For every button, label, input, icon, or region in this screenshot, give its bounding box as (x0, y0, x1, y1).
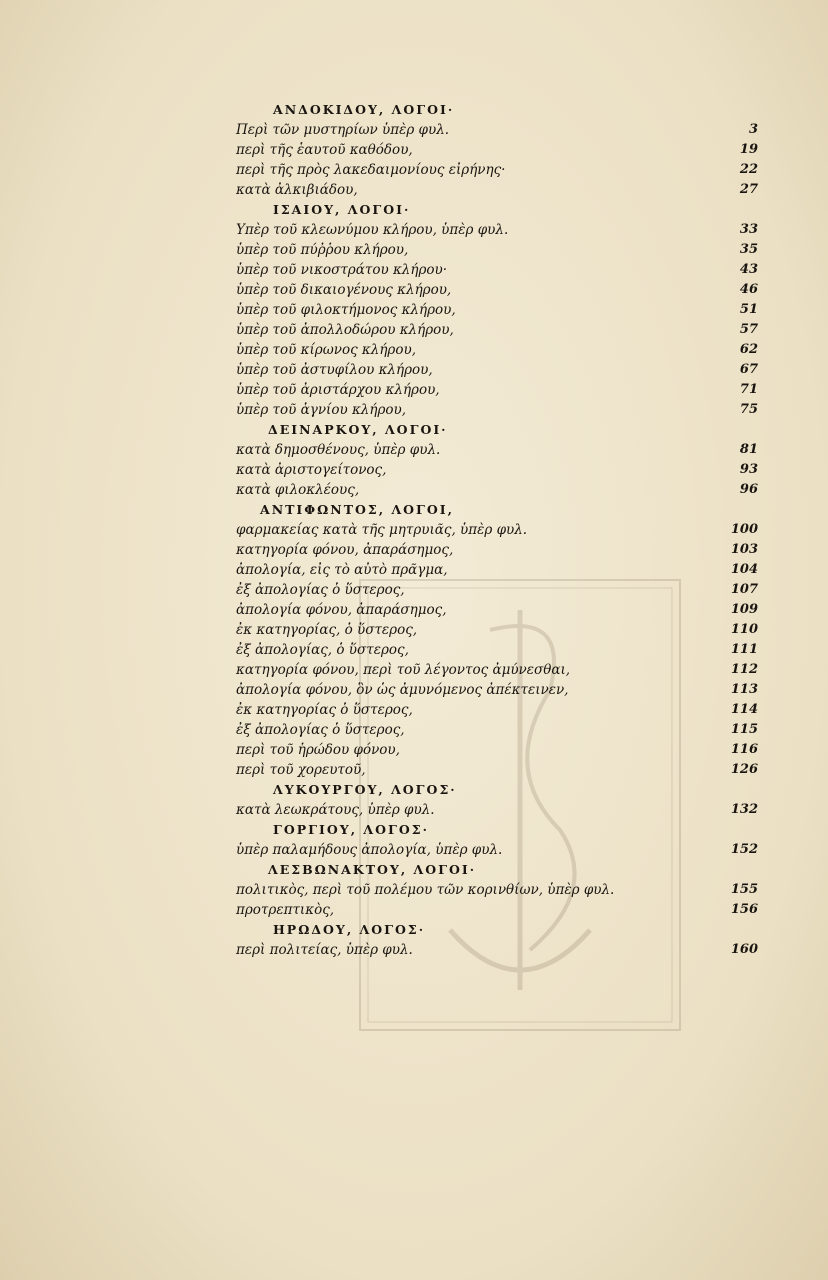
toc-entry-title: ὑπὲρ παλαμήδους ἀπολογία, ὑπὲρ φυλ. (236, 842, 503, 858)
toc-entry-page-number: 3 (748, 122, 758, 137)
toc-entry-title: Υπὲρ τοῦ κλεωνύμου κλήρου, ὑπὲρ φυλ. (236, 222, 509, 238)
toc-entry-title: περὶ πολιτείας, ὑπὲρ φυλ. (236, 942, 413, 958)
toc-entry (228, 560, 758, 580)
toc-entry-page-number: 152 (730, 842, 758, 857)
toc-entry-page-number: 33 (739, 222, 758, 237)
section-heading (228, 920, 758, 940)
section-heading-text: ΑΝΔΟΚΙΔΟΥ, ΛΟΓΟΙ· (273, 102, 455, 117)
section-heading-text: ΗΡΩΔΟΥ, ΛΟΓΟΣ· (273, 922, 426, 937)
toc-entry (228, 660, 758, 680)
toc-entry (228, 700, 758, 720)
toc-entry-title: ἀπολογία φόνου, ἀπαράσημος, (236, 602, 447, 618)
toc-entry-page-number: 51 (739, 302, 758, 317)
toc-entry-page-number: 156 (730, 902, 758, 917)
toc-entry-page-number: 109 (730, 602, 758, 617)
toc-entry-page-number: 160 (730, 942, 758, 957)
toc-entry-title: ὑπὲρ τοῦ ἀριστάρχου κλήρου, (236, 382, 440, 398)
toc-entry-title: ἀπολογία, εἰς τὸ αὐτὸ πρᾶγμα, (236, 562, 448, 578)
toc-entry (228, 740, 758, 760)
toc-entry-page-number: 57 (739, 322, 758, 337)
toc-entry-title: κατὰ φιλοκλέους, (236, 482, 360, 498)
toc-entry-title: ὑπὲρ τοῦ πύῤῥου κλήρου, (236, 242, 409, 258)
table-of-contents (228, 100, 758, 960)
toc-entry-title: ὑπὲρ τοῦ δικαιογένους κλήρου, (236, 282, 452, 298)
toc-entry-title: κατηγορία φόνου, περὶ τοῦ λέγοντος ἀμύνεσθαι, (236, 662, 571, 678)
toc-entry (228, 680, 758, 700)
toc-entry-page-number: 81 (739, 442, 758, 457)
section-heading (228, 820, 758, 840)
toc-entry-title: ἐκ κατηγορίας ὁ ὕστερος, (236, 702, 413, 718)
toc-entry (228, 260, 758, 280)
toc-entry-page-number: 110 (730, 622, 758, 637)
toc-entry-title: πολιτικὸς, περὶ τοῦ πολέμου τῶν κορινθίων, ὑπὲρ φυλ. (236, 882, 615, 898)
toc-entry (228, 620, 758, 640)
toc-entry-page-number: 116 (730, 742, 758, 757)
toc-entry (228, 720, 758, 740)
toc-entry-page-number: 100 (730, 522, 758, 537)
toc-entry-title: ὑπὲρ τοῦ ἁγνίου κλήρου, (236, 402, 407, 418)
toc-entry (228, 840, 758, 860)
toc-entry (228, 900, 758, 920)
section-heading-text: ΔΕΙΝΑΡΚΟΥ, ΛΟΓΟΙ· (268, 422, 448, 437)
toc-entry-page-number: 71 (739, 382, 758, 397)
toc-entry-page-number: 93 (739, 462, 758, 477)
toc-entry-page-number: 112 (730, 662, 758, 677)
toc-entry (228, 300, 758, 320)
toc-entry-page-number: 126 (730, 762, 758, 777)
section-heading (228, 100, 758, 120)
toc-entry-page-number: 62 (739, 342, 758, 357)
toc-entry-title: φαρμακείας κατὰ τῆς μητρυιᾶς, ὑπὲρ φυλ. (236, 522, 528, 538)
toc-entry (228, 460, 758, 480)
toc-entry (228, 540, 758, 560)
toc-entry (228, 340, 758, 360)
toc-entry (228, 140, 758, 160)
toc-entry (228, 380, 758, 400)
toc-entry (228, 280, 758, 300)
toc-entry (228, 320, 758, 340)
toc-entry-page-number: 113 (730, 682, 758, 697)
section-heading-text: ΛΥΚΟΥΡΓΟΥ, ΛΟΓΟΣ· (273, 782, 457, 797)
toc-entry-title: ὑπὲρ τοῦ φιλοκτήμονος κλήρου, (236, 302, 456, 318)
toc-entry-title: ἀπολογία φόνου, ὃν ὡς ἀμυνόμενος ἀπέκτεινεν, (236, 682, 569, 698)
toc-entry-title: ἐξ ἀπολογίας ὁ ὕστερος, (236, 582, 405, 598)
toc-entry (228, 800, 758, 820)
toc-entry-page-number: 115 (730, 722, 758, 737)
toc-entry-title: περὶ τῆς πρὸς λακεδαιμονίους εἰρήνης· (236, 162, 506, 178)
toc-entry-page-number: 75 (739, 402, 758, 417)
toc-entry (228, 360, 758, 380)
toc-entry (228, 480, 758, 500)
section-heading (228, 780, 758, 800)
toc-entry (228, 640, 758, 660)
toc-entry-title: κατὰ δημοσθένους, ὑπὲρ φυλ. (236, 442, 441, 458)
toc-entry-page-number: 103 (730, 542, 758, 557)
toc-entry-title: κατὰ ἀλκιβιάδου, (236, 182, 358, 198)
toc-entry-title: ἐξ ἀπολογίας ὁ ὕστερος, (236, 722, 405, 738)
toc-entry (228, 940, 758, 960)
section-heading-text: ΙΣΑΙΟΥ, ΛΟΓΟΙ· (273, 202, 411, 217)
toc-entry (228, 240, 758, 260)
toc-entry (228, 440, 758, 460)
toc-entry-page-number: 104 (730, 562, 758, 577)
toc-entry-page-number: 46 (739, 282, 758, 297)
toc-entry-title: περὶ τῆς ἑαυτοῦ καθόδου, (236, 142, 413, 158)
toc-entry-page-number: 27 (739, 182, 758, 197)
toc-entry-page-number: 22 (739, 162, 758, 177)
toc-entry-page-number: 43 (739, 262, 758, 277)
toc-entry-title: ἐξ ἀπολογίας, ὁ ὕστερος, (236, 642, 409, 658)
toc-entry (228, 120, 758, 140)
toc-entry (228, 180, 758, 200)
toc-entry-title: ὑπὲρ τοῦ ἀστυφίλου κλήρου, (236, 362, 433, 378)
toc-entry-title: Περὶ τῶν μυστηρίων ὑπὲρ φυλ. (236, 122, 450, 138)
toc-entry (228, 580, 758, 600)
section-heading (228, 420, 758, 440)
section-heading-text: ΛΕΣΒΩΝΑΚΤΟΥ, ΛΟΓΟΙ· (268, 862, 477, 877)
toc-entry (228, 400, 758, 420)
toc-entry-title: ὑπὲρ τοῦ ἀπολλοδώρου κλήρου, (236, 322, 454, 338)
toc-entry-title: ὑπὲρ τοῦ νικοστράτου κλήρου· (236, 262, 448, 278)
toc-entry-title: περὶ τοῦ ἡρώδου φόνου, (236, 742, 400, 758)
toc-entry-title: κατὰ ἀριστογείτονος, (236, 462, 387, 478)
toc-entry-page-number: 96 (739, 482, 758, 497)
section-heading-text: ΓΟΡΓΙΟΥ, ΛΟΓΟΣ· (273, 822, 429, 837)
section-heading-text: ΑΝΤΙΦΩΝΤΟΣ, ΛΟΓΟΙ, (260, 502, 454, 517)
toc-entry-title: προτρεπτικὸς, (236, 902, 335, 918)
toc-entry (228, 600, 758, 620)
toc-entry-title: περὶ τοῦ χορευτοῦ, (236, 762, 366, 778)
toc-entry-title: κατὰ λεωκράτους, ὑπὲρ φυλ. (236, 802, 435, 818)
toc-entry-page-number: 132 (730, 802, 758, 817)
toc-entry-page-number: 67 (739, 362, 758, 377)
toc-entry-page-number: 19 (739, 142, 758, 157)
toc-entry-page-number: 107 (730, 582, 758, 597)
toc-entry-title: κατηγορία φόνου, ἀπαράσημος, (236, 542, 454, 558)
toc-entry (228, 160, 758, 180)
section-heading (228, 860, 758, 880)
toc-entry (228, 760, 758, 780)
toc-entry-page-number: 35 (739, 242, 758, 257)
section-heading (228, 200, 758, 220)
toc-entry-page-number: 114 (730, 702, 758, 717)
toc-entry-page-number: 155 (730, 882, 758, 897)
toc-entry-title: ὑπὲρ τοῦ κίρωνος κλήρου, (236, 342, 416, 358)
toc-entry-page-number: 111 (730, 642, 758, 657)
toc-entry (228, 220, 758, 240)
toc-entry (228, 520, 758, 540)
section-heading (228, 500, 758, 520)
toc-entry (228, 880, 758, 900)
toc-entry-title: ἐκ κατηγορίας, ὁ ὕστερος, (236, 622, 418, 638)
